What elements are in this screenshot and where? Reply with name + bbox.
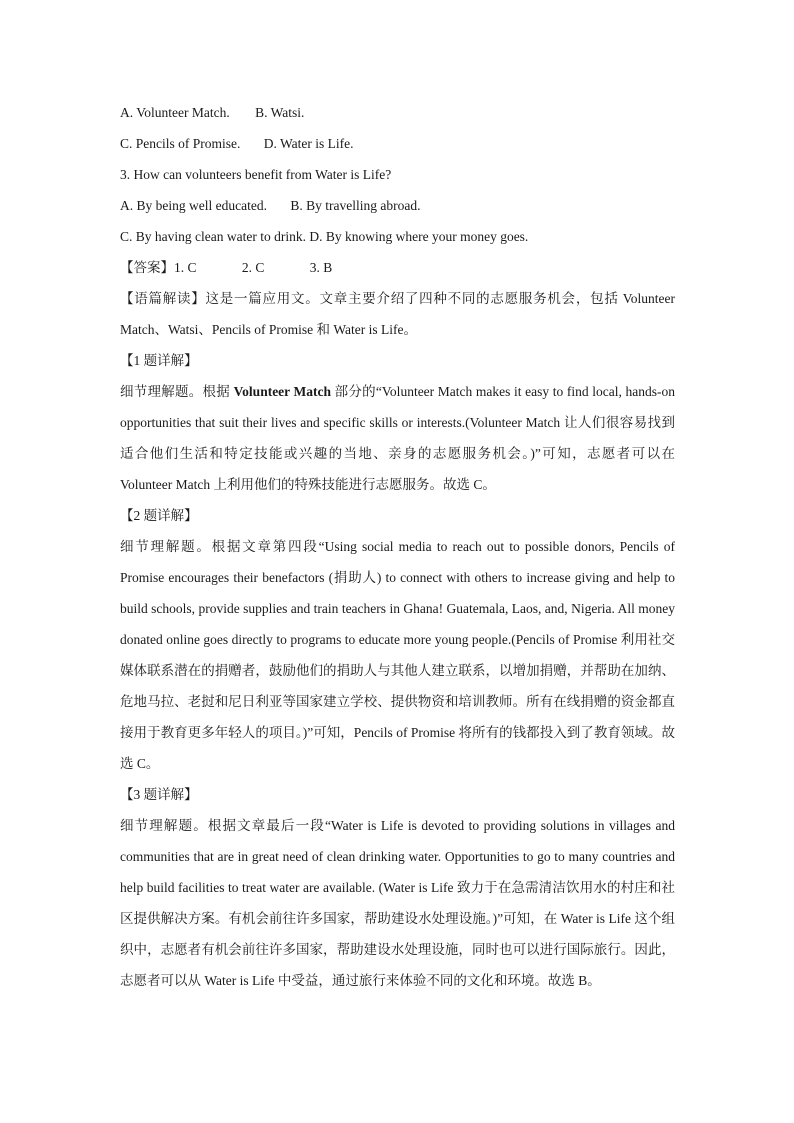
q2-option-d: D. Water is Life. <box>263 136 354 151</box>
passage-reading <box>120 283 675 345</box>
q2-option-a: A. Volunteer Match. <box>120 105 230 120</box>
explain1-heading: 【1 题详解】 <box>120 353 198 368</box>
explain2-heading: 【2 题详解】 <box>120 508 198 523</box>
q3-options-row-2 <box>120 221 675 252</box>
answer-3: 3. B <box>309 260 333 275</box>
explain1-body <box>120 376 675 500</box>
q3-options-row-1 <box>120 190 675 221</box>
q3-question: 3. How can volunteers benefit from Water is Life? <box>120 167 392 182</box>
q2-options-row-2 <box>120 128 675 159</box>
document-content <box>120 97 675 996</box>
q3-option-d: D. By knowing where your money goes. <box>309 229 529 244</box>
passage-reading-text: 这是一篇应用文。文章主要介绍了四种不同的志愿服务机会，包括 Volunteer Match、Watsi、Pencils of Promise 和 Water is Life。 <box>120 291 675 337</box>
q2-option-c: C. Pencils of Promise. <box>120 136 241 151</box>
explain1-text: 部分的“Volunteer Match makes it easy to find local, hands-on opportunities that suit their lives and specific skills or interests.(Volunteer Match 让人们很容易找到适合他们生活和特定技能或兴趣的当地、亲身的志愿服务机会。)”可知，志愿者可以在 Volunteer Match 上利用他们的特殊技能进行志愿服务。故选 C。 <box>120 384 676 492</box>
q2-options-row-1 <box>120 97 675 128</box>
explain3-heading: 【3 题详解】 <box>120 787 198 802</box>
answer-2: 2. C <box>241 260 265 275</box>
explain2-body: 细节理解题。根据文章第四段“Using social media to reach out to possible donors, Pencils of Promise encourages their benefactors (捐助人) to connect with others to increase giving and help to build schools, provide supplies and train teachers in Ghana! Guatemala, Laos, and, Nigeria. All money donated online goes directly to programs to educate more young people.(Pencils of Promise 利用社交媒体联系潜在的捐赠者，鼓励他们的捐助人与其他人建立联系，以增加捐赠，并帮助在加纳、危地马拉、老挝和尼日利亚等国家建立学校、提供物资和培训教师。所有在线捐赠的资金都直接用于教育更多年轻人的项目。)”可知，Pencils of Promise 将所有的钱都投入到了教育领域。故选 C。 <box>120 539 675 771</box>
answer-1: 1. C <box>174 260 197 275</box>
answer-label: 【答案】 <box>120 260 174 275</box>
explain1-bold: Volunteer Match <box>233 384 332 399</box>
answer-row <box>120 252 675 283</box>
q3-option-c: C. By having clean water to drink. <box>120 229 306 244</box>
q3-option-a: A. By being well educated. <box>120 198 267 213</box>
passage-reading-label: 【语篇解读】 <box>120 291 206 306</box>
q2-option-b: B. Watsi. <box>255 105 305 120</box>
explain1-lead: 细节理解题。根据 <box>120 384 234 399</box>
explain3-body: 细节理解题。根据文章最后一段“Water is Life is devoted to providing solutions in villages and communities that are in great need of clean drinking water. Opportunities to go to many countries and help build facilities to treat water are available. (Water is Life 致力于在急需清洁饮用水的村庄和社区提供解决方案。有机会前往许多国家，帮助建设水处理设施。)”可知，在 Water is Life 这个组织中，志愿者有机会前往许多国家，帮助建设水处理设施，同时也可以进行国际旅行。因此，志愿者可以从 Water is Life 中受益，通过旅行来体验不同的文化和环境。故选 B。 <box>120 818 675 988</box>
q3-option-b: B. By travelling abroad. <box>290 198 421 213</box>
